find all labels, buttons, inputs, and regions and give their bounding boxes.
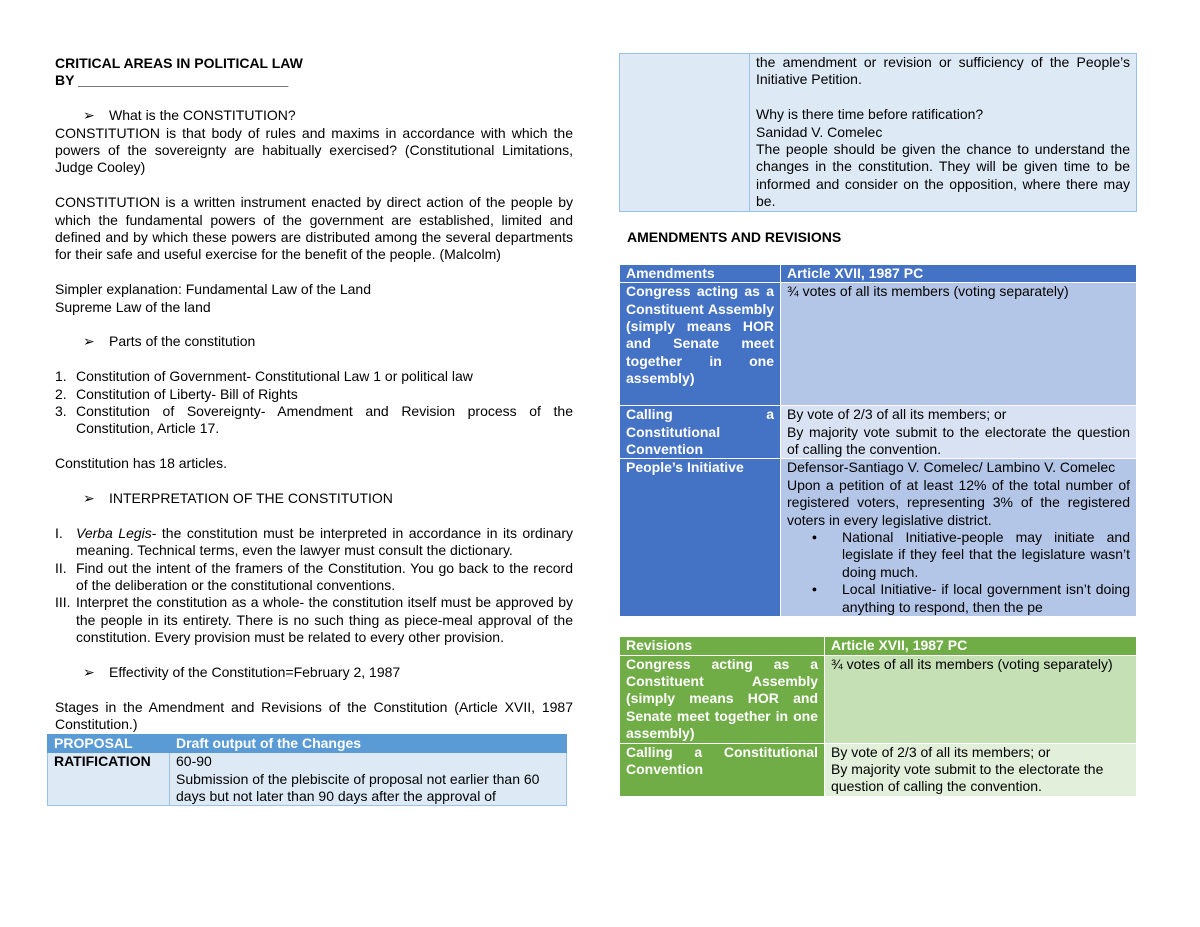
stages-table [47,734,567,807]
right-column [619,55,1137,797]
arrow-bullet-icon: ➢ [83,333,95,350]
table-cell: Defensor-Santiago V. Comelec/ Lambino V. Comelec Upon a petition of at least 12% of the total number of registered voters, representing 3% of the registered voters in every legislative district. ● National Initiative-people may initiate and legislate if they feel that the legislature wasn’t doing much. ● Local Initiative- if local government isn’t doing anything to respond, then the pe [781,459,1137,617]
table-header-cell: Article XVII, 1987 PC [781,264,1137,282]
parts-heading: ➢ Parts of the constitution [83,333,256,350]
table-row [48,753,567,806]
bullet-icon: ● [811,584,818,595]
table-header-row [48,734,567,752]
table-row [620,459,1137,617]
effectivity-line: ➢ Effectivity of the Constitution=February 2, 1987 [83,664,401,681]
table-row [620,743,1137,796]
definition-malcolm: CONSTITUTION is a written instrument enacted by direct action of the people by which the fundamental powers of the government are established, limited and defined and by which these powers are distributed among the several departments for their safe and useful exercise for the benefit of the people. (Malcolm) [55,194,573,263]
table-header-cell: Article XVII, 1987 PC [825,637,1137,655]
table-header-cell: Draft output of the Changes [170,734,567,752]
amendments-table [619,264,1137,617]
stages-intro: Stages in the Amendment and Revisions of the Constitution (Article XVII, 1987 Constitution.) [55,698,573,733]
table-row [620,406,1137,459]
simpler-explanation: Simpler explanation: Fundamental Law of the Land [55,281,371,298]
table-row [620,655,1137,743]
doc-title: CRITICAL AREAS IN POLITICAL LAW [55,55,303,71]
arrow-bullet-icon: ➢ [83,490,95,507]
table-cell: By vote of 2/3 of all its members; or By majority vote submit to the electorate the question of calling the convention. [825,743,1137,796]
table-header-cell: Amendments [620,264,781,282]
continuation-table [619,53,1137,212]
arrow-bullet-icon: ➢ [83,107,95,124]
interpretation-heading: ➢ INTERPRETATION OF THE CONSTITUTION [83,490,393,507]
list-item: III. Interpret the constitution as a whole- the constitution itself must be approved by the people in its entirety. There is no such thing as piece-meal approval of the constitution. Every provision must be related to every other provision. [55,594,573,646]
table-cell: RATIFICATION [48,753,170,806]
table-row [620,283,1137,406]
list-item: 2. Constitution of Liberty- Bill of Rights [55,385,298,402]
bullet-icon: ● [811,532,818,543]
table-header-row [620,637,1137,655]
table-header-cell: Revisions [620,637,825,655]
table-cell: ¾ votes of all its members (voting separately) [781,283,1137,406]
author-line: BY ___________________________ [55,72,289,89]
list-item: I. Verba Legis- the constitution must be interpreted in accordance in its ordinary meaning. Technical terms, even the lawyer must consult the dictionary. [55,524,573,559]
initiative-list [787,529,1130,616]
table-cell: Calling a Constitutional Convention [620,743,825,796]
revisions-table [619,636,1137,797]
list-item: ● National Initiative-people may initiate and legislate if they feel that the legislature wasn’t doing much. [787,529,1130,581]
table-cell: ¾ votes of all its members (voting separately) [825,655,1137,743]
parts-list [55,368,573,438]
table-cell: Congress acting as a Constituent Assembly (simply means HOR and Senate meet together in one assembly) [620,283,781,406]
list-item: 3. Constitution of Sovereignty- Amendment and Revision process of the Constitution, Article 17. [55,403,573,437]
list-item: II. Find out the intent of the framers of the Constitution. You go back to the record of the deliberation or the constitutional conventions. [55,559,573,594]
arrow-bullet-icon: ➢ [83,664,95,681]
articles-count: Constitution has 18 articles. [55,455,227,472]
supreme-law: Supreme Law of the land [55,298,211,315]
table-cell: By vote of 2/3 of all its members; or By majority vote submit to the electorate the question of calling the convention. [781,406,1137,459]
question-constitution: ➢ What is the CONSTITUTION? [83,107,296,124]
table-cell [620,54,750,212]
list-item: ● Local Initiative- if local government isn’t doing anything to respond, then the pe [787,581,1130,616]
table-cell: People’s Initiative [620,459,781,617]
amendments-heading: AMENDMENTS AND REVISIONS [627,229,842,246]
table-row [620,54,1137,212]
list-item: 1. Constitution of Government- Constitutional Law 1 or political law [55,368,473,385]
interpretation-list [55,525,573,647]
table-cell: 60-90 Submission of the plebiscite of proposal not earlier than 60 days but not later than 90 days after the approval of [170,753,567,806]
definition-cooley: CONSTITUTION is that body of rules and maxims in accordance with which the powers of the sovereignty are habitually exercised? (Constitutional Limitations, Judge Cooley) [55,124,573,176]
table-header-cell: PROPOSAL [48,734,170,752]
table-cell: Congress acting as a Constituent Assembly (simply means HOR and Senate meet together in one assembly) [620,655,825,743]
left-column [55,55,573,806]
table-header-row [620,264,1137,282]
table-cell: the amendment or revision or sufficiency of the People’s Initiative Petition. Why is there time before ratification? Sanidad V. Comelec The people should be given the chance to understand the changes in the constitution. They will be given time to be informed and consider on the opposition, where there may be. [750,54,1137,212]
table-cell: Calling a Constitutional Convention [620,406,781,459]
